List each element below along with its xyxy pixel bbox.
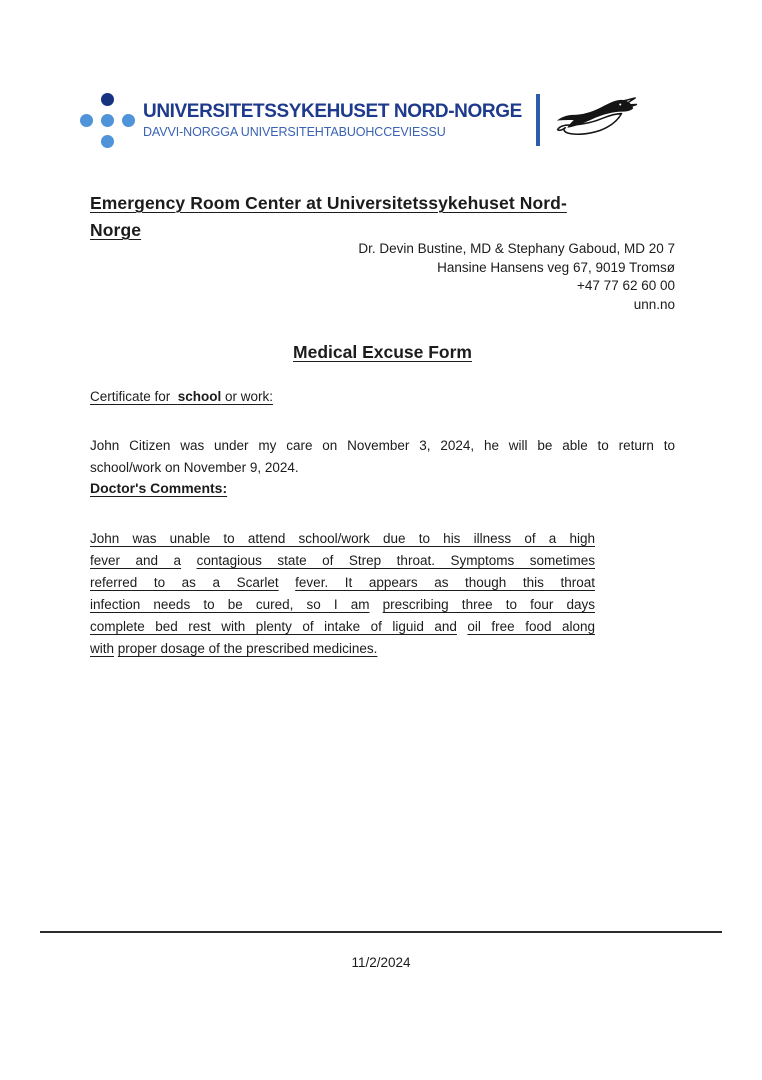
comment-segment: proper dosage of the prescribed medicines. [117,641,378,656]
comment-segment: contagious state of Strep throat. Symptoms sometimes [196,553,595,568]
contact-block [90,240,675,314]
comment-segment: complete bed rest with plenty of intake of liguid and [90,619,457,634]
page-heading-line-2: Norge [90,220,142,240]
comments-heading [90,478,675,499]
logo-dots-icon [80,92,135,148]
hospital-logo [80,92,639,148]
doctor-comment-line [90,616,595,638]
comment-segment: with [90,641,115,656]
page-heading [90,190,675,244]
certificate-text [90,389,273,404]
comment-segment: prescribing three to four days [382,597,595,612]
logo-divider [536,94,540,146]
logo-subtitle: DAVVI-NORGGA UNIVERSITEHTABUOHCCEVIESSU [143,125,446,139]
comment-segment: infection needs to be cured, so I am [90,597,370,612]
logo-dot-dark [101,93,114,106]
logo-title: UNIVERSITETSSYKEHUSET NORD-NORGE [143,101,522,122]
logo-text-block [143,101,522,139]
certificate-school-bold: school [177,389,222,404]
care-statement-line: school/work on November 9, 2024. [90,459,299,475]
comment-segment: referred to as a Scarlet [90,575,279,590]
certificate-prefix: Certificate for [90,389,178,404]
care-statement-line: John Citizen was under my care on November 3, 2024, he will be able to return to [90,438,675,453]
footer-date: 11/2/2024 [351,955,411,970]
form-title-text: Medical Excuse Form [293,342,472,362]
doctor-comments [90,528,595,660]
certificate-suffix: or work: [221,389,274,404]
comment-segment: oil free food along [467,619,595,634]
logo-dot [80,114,93,127]
doctor-comment-line [90,594,595,616]
website-line: unn.no [633,296,675,312]
swimming-seabird-icon [555,92,639,148]
comment-segment: fever. It appears as though this throat [295,575,595,590]
footer-divider [40,931,722,933]
care-statement [90,435,675,478]
logo-dot [101,135,114,148]
doctor-names-line: Dr. Devin Bustine, MD & Stephany Gaboud, MD 20 7 [358,241,675,256]
form-title [90,342,675,363]
certificate-line [90,389,675,404]
doctor-comment-line [90,550,595,572]
page-heading-line-1: Emergency Room Center at Universitetssykehuset Nord- [90,193,567,213]
comment-segment: John was unable to attend school/work due to his illness of a high [90,531,595,546]
comments-heading-text: Doctor's Comments: [90,480,228,496]
address-line: Hansine Hansens veg 67, 9019 Tromsø [437,259,675,275]
comment-segment: fever and a [90,553,182,568]
doctor-comment-line [90,638,595,660]
logo-dot [101,114,114,127]
doctor-comment-line [90,528,595,550]
document-body [90,190,675,660]
logo-dot [122,114,135,127]
phone-line: +47 77 62 60 00 [577,278,675,293]
doctor-comment-line [90,572,595,594]
